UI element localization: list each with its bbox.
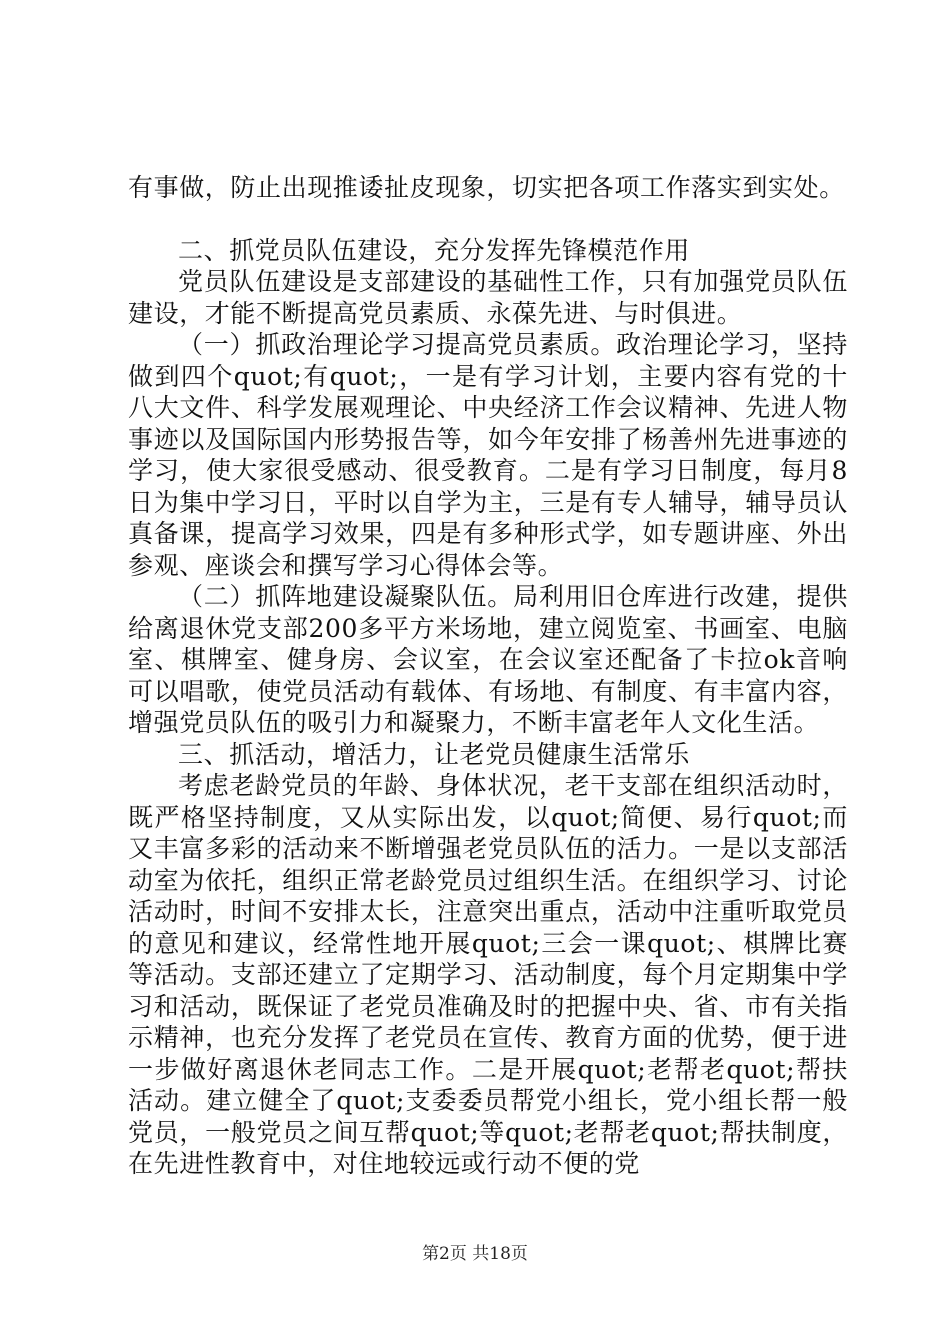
- paragraph-continuation: 有事做，防止出现推诿扯皮现象，切实把各项工作落实到实处。: [128, 173, 845, 202]
- section-heading-2: 二、抓党员队伍建设，充分发挥先锋模范作用: [178, 235, 691, 265]
- paragraph: 党员队伍建设是支部建设的基础性工作，只有加强党员队伍建设，才能不断提高党员素质、永葆先进、与时俱进。: [128, 267, 848, 328]
- section-heading-3: 三、抓活动，增活力，让老党员健康生活常乐: [178, 739, 691, 769]
- paragraph: 考虑老龄党员的年龄、身体状况，老干支部在组织活动时，既严格坚持制度，又从实际出发，以quot;简便、易行quot;而又丰富多彩的活动来不断增强老党员队伍的活力。一是以支部活动室为依托，组织正常老龄党员过组织生活。在组织学习、讨论活动时，时间不安排太长，注意突出重点，活动中注重听取党员的意见和建议，经常性地开展quot;三会一课quot;、棋牌比赛等活动。支部还建立了定期学习、活动制度，每个月定期集中学习和活动，既保证了老党员准确及时的把握中央、省、市有关指示精神，也充分发挥了老党员在宣传、教育方面的优势，便于进一步做好离退休老同志工作。二是开展quot;老帮老quot;帮扶活动。建立健全了quot;支委委员帮党小组长，党小组长帮一般党员，一般党员之间互帮quot;等quot;老帮老quot;帮扶制度，在先进性教育中，对住地较远或行动不便的党: [128, 771, 848, 1178]
- document-body: [128, 172, 848, 1180]
- paragraph: （二）抓阵地建设凝聚队伍。局利用旧仓库进行改建，提供给离退休党支部200多平方米场地，建立阅览室、书画室、电脑室、棋牌室、健身房、会议室，在会议室还配备了卡拉ok音响可以唱歌，使党员活动有载体、有场地、有制度、有丰富内容，增强党员队伍的吸引力和凝聚力，不断丰富老年人文化生活。: [128, 582, 848, 737]
- paragraph: （一）抓政治理论学习提高党员素质。政治理论学习，坚持做到四个quot;有quot;，一是有学习计划，主要内容有党的十八大文件、科学发展观理论、中央经济工作会议精神、先进人物事迹以及国际国内形势报告等，如今年安排了杨善州先进事迹的学习，使大家很受感动、很受教育。二是有学习日制度，每月8日为集中学习日，平时以自学为主，三是有专人辅导，辅导员认真备课，提高学习效果，四是有多种形式学，如专题讲座、外出参观、座谈会和撰写学习心得体会等。: [128, 330, 848, 580]
- page-footer: 第2页 共18页: [422, 1244, 528, 1264]
